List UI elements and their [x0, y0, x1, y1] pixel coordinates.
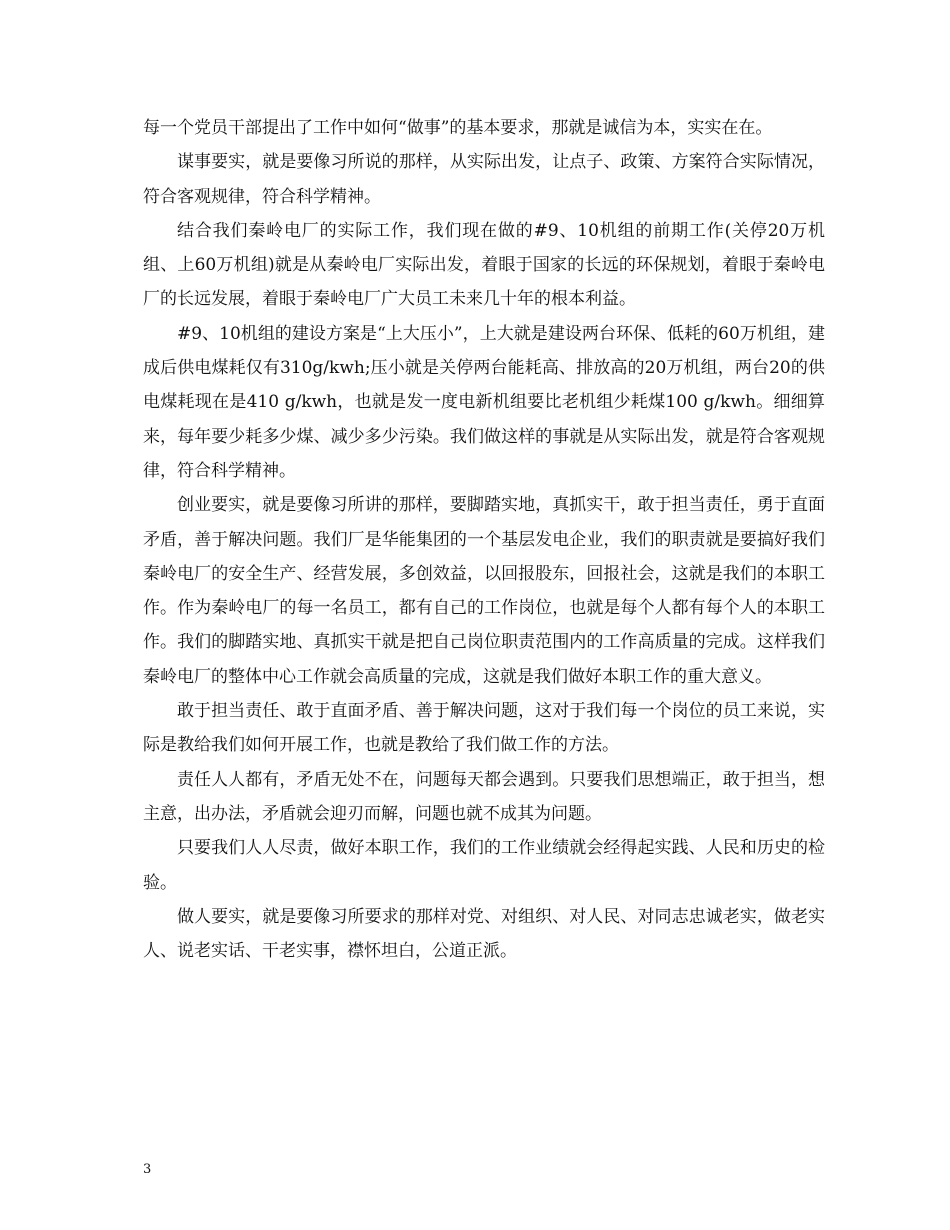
paragraph-7: 责任人人都有，矛盾无处不在，问题每天都会遇到。只要我们思想端正，敢于担当，想主意，出办法，矛盾就会迎刃而解，问题也就不成其为问题。 — [143, 769, 825, 824]
body-text — [143, 111, 825, 968]
paragraph-2: 谋事要实，就是要像习所说的那样，从实际出发，让点子、政策、方案符合实际情况，符合客观规律，符合科学精神。 — [143, 152, 825, 207]
paragraph-6: 敢于担当责任、敢于直面矛盾、善于解决问题，这对于我们每一个岗位的员工来说，实际是教给我们如何开展工作，也就是教给了我们做工作的方法。 — [143, 701, 825, 756]
paragraph-1: 每一个党员干部提出了工作中如何“做事”的基本要求，那就是诚信为本，实实在在。 — [143, 118, 773, 138]
paragraph-8: 只要我们人人尽责，做好本职工作，我们的工作业绩就会经得起实践、人民和历史的检验。 — [143, 838, 825, 893]
page-number: 3 — [143, 1162, 152, 1177]
paragraph-5: 创业要实，就是要像习所讲的那样，要脚踏实地，真抓实干，敢于担当责任，勇于直面矛盾，善于解决问题。我们厂是华能集团的一个基层发电企业，我们的职责就是要搞好我们秦岭电厂的安全生产、经营发展，多创效益，以回报股东，回报社会，这就是我们的本职工作。作为秦岭电厂的每一名员工，都有自己的工作岗位，也就是每个人都有每个人的本职工作。我们的脚踏实地、真抓实干就是把自己岗位职责范围内的工作高质量的完成。这样我们秦岭电厂的整体中心工作就会高质量的完成，这就是我们做好本职工作的重大意义。 — [143, 495, 825, 687]
paragraph-4: #9、10机组的建设方案是“上大压小”，上大就是建设两台环保、低耗的60万机组，建成后供电煤耗仅有310g/kwh;压小就是关停两台能耗高、排放高的20万机组，两台20的供电煤耗现在是410 g/kwh，也就是发一度电新机组要比老机组少耗煤100 g/kwh。细细算来，每年要少耗多少煤、减少多少污染。我们做这样的事就是从实际出发，就是符合客观规律，符合科学精神。 — [143, 323, 825, 481]
paragraph-9: 做人要实，就是要像习所要求的那样对党、对组织、对人民、对同志忠诚老实，做老实人、说老实话、干老实事，襟怀坦白，公道正派。 — [143, 906, 825, 962]
paragraph-3: 结合我们秦岭电厂的实际工作，我们现在做的#9、10机组的前期工作(关停20万机组、上60万机组)就是从秦岭电厂实际出发，着眼于国家的长远的环保规划，着眼于秦岭电厂的长远发展，着眼于秦岭电厂广大员工未来几十年的根本利益。 — [143, 220, 825, 310]
